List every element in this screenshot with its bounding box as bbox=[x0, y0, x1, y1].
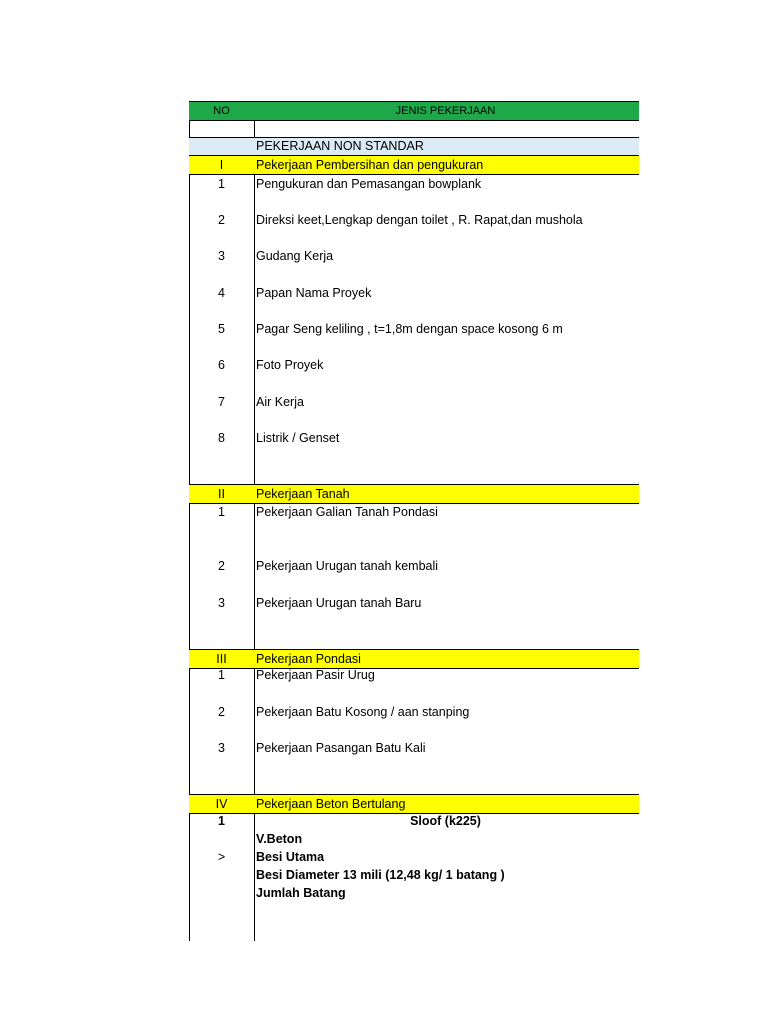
blank-row bbox=[189, 120, 639, 138]
item-label: Pekerjaan Pasir Urug bbox=[256, 668, 375, 682]
item-label: Sloof (k225) bbox=[410, 814, 481, 828]
item-label: Pekerjaan Urugan tanah kembali bbox=[256, 559, 439, 573]
section-row-1 bbox=[189, 156, 639, 175]
item-no: 5 bbox=[218, 322, 225, 336]
section-title: Pekerjaan Pondasi bbox=[256, 652, 361, 666]
item-no: 2 bbox=[218, 705, 225, 719]
item-no: 1 bbox=[218, 505, 225, 519]
item-no: 1 bbox=[218, 177, 225, 191]
item-label: Listrik / Genset bbox=[256, 431, 340, 445]
item-no: 2 bbox=[218, 559, 225, 573]
section-row-2 bbox=[189, 484, 639, 504]
item-no: > bbox=[217, 850, 226, 864]
section-no: IV bbox=[215, 797, 228, 811]
item-no: 8 bbox=[218, 431, 225, 445]
section-title: Pekerjaan Beton Bertulang bbox=[256, 797, 406, 811]
besi-utama-label: Besi Utama bbox=[256, 850, 325, 864]
item-no: 4 bbox=[218, 286, 225, 300]
subheader-label: PEKERJAAN NON STANDAR bbox=[256, 139, 424, 153]
item-no: 3 bbox=[218, 741, 225, 755]
section-row-4 bbox=[189, 794, 639, 814]
section-row-3 bbox=[189, 649, 639, 669]
header-job: JENIS PEKERJAAN bbox=[395, 105, 496, 117]
section-no: III bbox=[216, 652, 227, 666]
item-label: Pekerjaan Urugan tanah Baru bbox=[256, 596, 422, 610]
item-label: Air Kerja bbox=[256, 395, 304, 409]
item-no: 6 bbox=[218, 358, 225, 372]
section-title: Pekerjaan Tanah bbox=[256, 487, 350, 501]
item-label: Foto Proyek bbox=[256, 358, 324, 372]
header-no: NO bbox=[213, 105, 230, 117]
item-label: Pagar Seng keliling , t=1,8m dengan space kosong 6 m bbox=[256, 322, 563, 336]
item-no: 1 bbox=[218, 668, 225, 682]
item-label: Pengukuran dan Pemasangan bowplank bbox=[256, 177, 482, 191]
item-label: Papan Nama Proyek bbox=[256, 286, 372, 300]
item-no: 2 bbox=[218, 213, 225, 227]
section-title: Pekerjaan Pembersihan dan pengukuran bbox=[256, 158, 484, 172]
jumlah-batang-label: Jumlah Batang bbox=[256, 886, 346, 900]
vbeton-label: V.Beton bbox=[256, 832, 303, 846]
besi-diameter-label: Besi Diameter 13 mili (12,48 kg/ 1 batang ) bbox=[256, 868, 505, 882]
item-label: Pekerjaan Pasangan Batu Kali bbox=[256, 741, 426, 755]
item-no: 7 bbox=[218, 395, 225, 409]
item-label: Pekerjaan Galian Tanah Pondasi bbox=[256, 505, 438, 519]
item-no: 3 bbox=[218, 249, 225, 263]
item-label: Direksi keet,Lengkap dengan toilet , R. Rapat,dan mushola bbox=[256, 213, 583, 227]
item-label: Pekerjaan Batu Kosong / aan stanping bbox=[256, 705, 470, 719]
section-no: II bbox=[218, 487, 225, 501]
header-row bbox=[189, 101, 639, 121]
item-no: 3 bbox=[218, 596, 225, 610]
item-label: Gudang Kerja bbox=[256, 249, 334, 263]
item-no: 1 bbox=[218, 814, 225, 828]
subheader-row bbox=[189, 138, 639, 156]
section-no: I bbox=[219, 158, 224, 172]
